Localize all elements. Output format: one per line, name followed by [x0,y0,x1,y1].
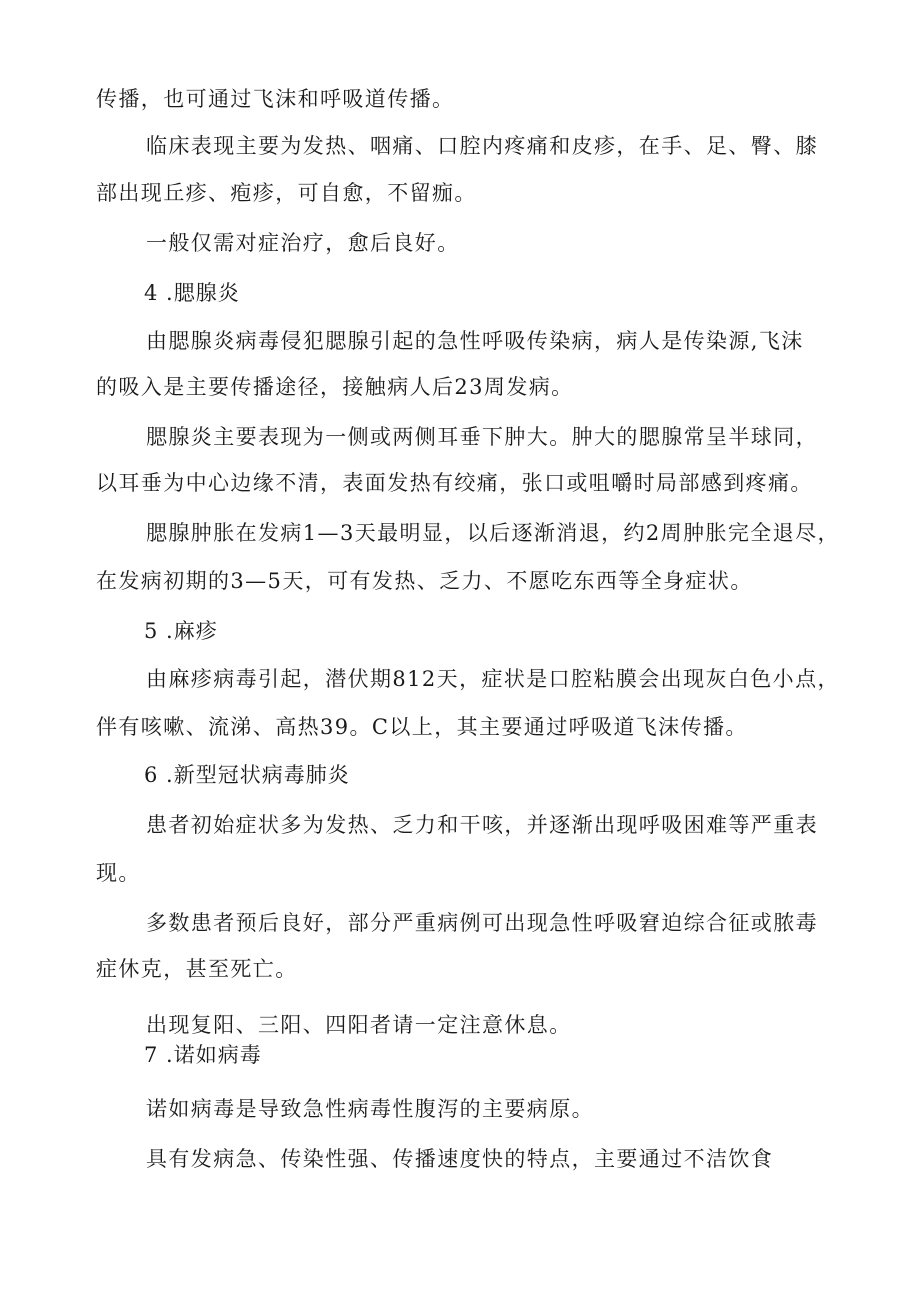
text-line: 腮腺肿胀在发病1—3天最明显，以后逐渐消退，约2周肿胀完全退尽， [146,521,840,545]
text-line: 部出现丘疹、疱疹，可自愈，不留痂。 [96,181,477,205]
text-line: 的吸入是主要传播途径，接触病人后23周发病。 [96,375,574,399]
text-line: 腮腺炎主要表现为一侧或两侧耳垂下肿大。肿大的腮腺常呈半球同， [146,425,818,449]
text-line: 伴有咳嗽、流涕、高热39。C以上，其主要通过呼吸道飞沫传播。 [96,715,748,739]
text-line: 症休克，甚至死亡。 [96,957,298,981]
text-line: 具有发病急、传染性强、传播速度快的特点，主要通过不洁饮食 [146,1147,774,1171]
text-line: 患者初始症状多为发热、乏力和干咳，并逐渐出现呼吸困难等严重表 [146,813,818,837]
text-line: 出现复阳、三阳、四阳者请一定注意休息。 [146,1013,572,1037]
text-line: 现。 [96,861,141,885]
text-line: 一般仅需对症治疗，愈后良好。 [146,231,460,255]
text-line: 以耳垂为中心边缘不清，表面发热有绞痛，张口或咀嚼时局部感到疼痛。 [96,471,813,495]
text-line: 由腮腺炎病毒侵犯腮腺引起的急性呼吸传染病，病人是传染源,飞沫 [146,329,804,353]
text-line: 由麻疹病毒引起，潜伏期812天，症状是口腔粘膜会出现灰白色小点， [146,667,840,691]
section-heading: 7 .诺如病毒 [144,1043,262,1067]
text-line: 传播，也可通过飞沫和呼吸道传播。 [96,87,455,111]
section-heading: 5 .麻疹 [144,619,218,643]
section-heading: 4 .腮腺炎 [144,281,240,305]
text-line: 在发病初期的3—5天，可有发热、乏力、不愿吃东西等全身症状。 [96,569,753,593]
section-heading: 6 .新型冠状病毒肺炎 [144,763,350,787]
text-line: 临床表现主要为发热、咽痛、口腔内疼痛和皮疹，在手、足、臀、膝 [146,134,818,158]
text-line: 多数患者预后良好，部分严重病例可出现急性呼吸窘迫综合征或脓毒 [146,911,818,935]
text-line: 诺如病毒是导致急性病毒性腹泻的主要病原。 [146,1097,594,1121]
